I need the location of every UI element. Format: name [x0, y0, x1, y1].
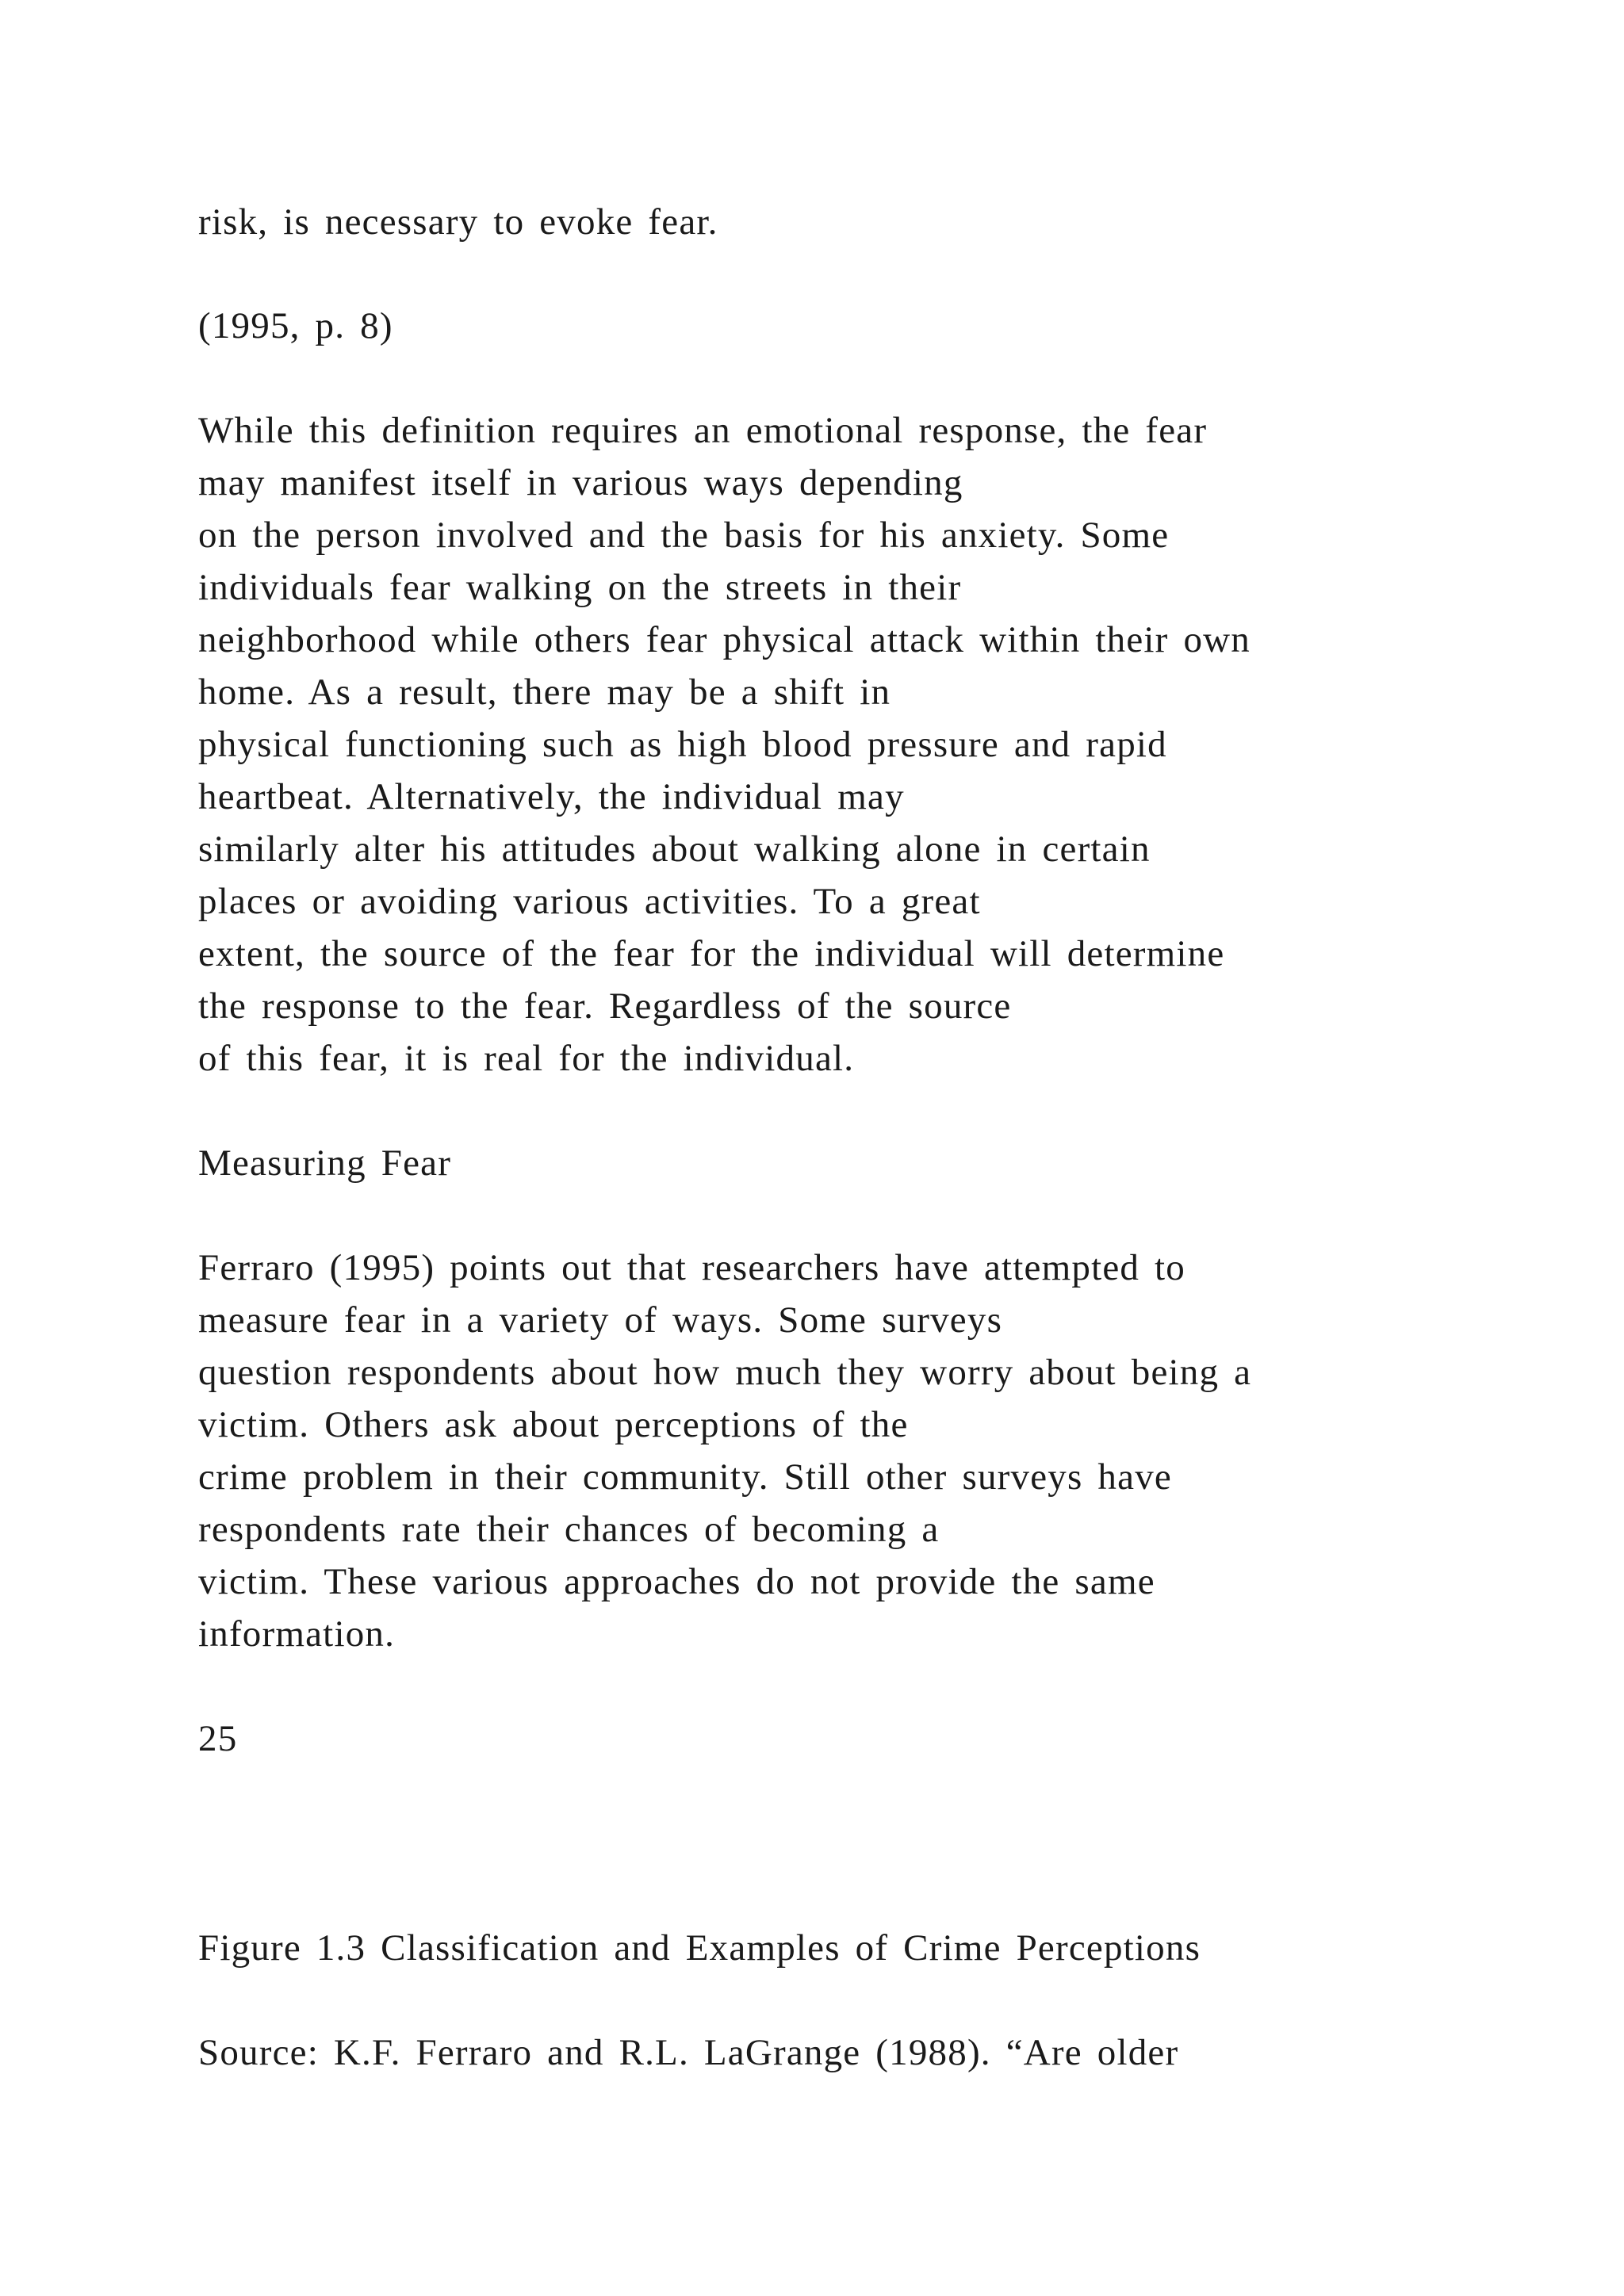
paragraph-line: home. As a result, there may be a shift in — [198, 672, 891, 713]
page-number: 25 — [198, 1718, 238, 1759]
paragraph-line: victim. Others ask about perceptions of the — [198, 1404, 909, 1445]
paragraph-line: respondents rate their chances of becoming a — [198, 1509, 940, 1550]
paragraph-line: on the person involved and the basis for his anxiety. Some — [198, 515, 1170, 556]
paragraph-line: heartbeat. Alternatively, the individual may — [198, 776, 905, 817]
paragraph-line: physical functioning such as high blood pressure and rapid — [198, 724, 1167, 765]
paragraph-line: individuals fear walking on the streets in their — [198, 567, 962, 608]
source-citation: Source: K.F. Ferraro and R.L. LaGrange (1988). “Are older — [198, 2032, 1179, 2073]
paragraph-line: While this definition requires an emotional response, the fear — [198, 410, 1208, 451]
figure-caption: Figure 1.3 Classification and Examples of Crime Perceptions — [198, 1927, 1201, 1969]
paragraph-line: measure fear in a variety of ways. Some surveys — [198, 1299, 1003, 1341]
section-heading: Measuring Fear — [198, 1142, 452, 1184]
paragraph-line: victim. These various approaches do not provide the same — [198, 1561, 1155, 1602]
paragraph-line: of this fear, it is real for the individual. — [198, 1038, 855, 1079]
paragraph-line: crime problem in their community. Still other surveys have — [198, 1456, 1172, 1498]
paragraph-line: extent, the source of the fear for the individual will determine — [198, 933, 1225, 974]
continuation-text: risk, is necessary to evoke fear. — [198, 201, 718, 243]
citation: (1995, p. 8) — [198, 305, 393, 346]
paragraph-line: neighborhood while others fear physical attack within their own — [198, 619, 1251, 660]
paragraph-line: the response to the fear. Regardless of the source — [198, 985, 1012, 1027]
paragraph-line: may manifest itself in various ways depending — [198, 462, 963, 503]
paragraph-line: similarly alter his attitudes about walking alone in certain — [198, 828, 1151, 870]
paragraph-line: question respondents about how much they worry about being a — [198, 1352, 1252, 1393]
paragraph-line: information. — [198, 1613, 396, 1655]
paragraph-line: places or avoiding various activities. To a great — [198, 881, 981, 922]
paragraph-line: Ferraro (1995) points out that researchers have attempted to — [198, 1247, 1185, 1288]
